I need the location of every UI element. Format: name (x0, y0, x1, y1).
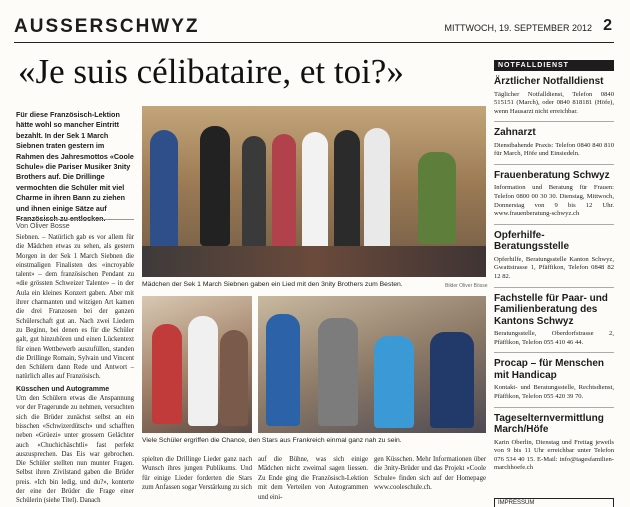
impressum-box: IMPRESSUM (494, 498, 614, 507)
sidebar-entry-title: Zahnarzt (494, 127, 536, 139)
figure-performer (318, 318, 358, 426)
photo-students (142, 296, 252, 433)
sidebar-entry-title: Ärztlicher Notfalldienst (494, 76, 604, 87)
divider (494, 352, 614, 353)
byline: Von Oliver Bosse (16, 219, 134, 230)
sidebar-entry-text: Täglicher Notfalldienst, Telefon 0840 515151 (March), oder 0840 818181 (Höfe), wenn Hausarzt nicht erreichbar. (494, 90, 614, 115)
figure-performer (188, 316, 218, 426)
figure-student (152, 324, 182, 424)
emergency-sidebar (494, 60, 614, 507)
photo-credit: Bilder Oliver Bösse (445, 283, 488, 289)
article-column: auf die Bühne, was sich einige Mädchen nicht zweimal sagen liessen. Zu Ende ging die Französisch-Lektion mit dem Verteilen von Autogrammen und eini- (258, 456, 368, 501)
figure-singer (200, 126, 230, 246)
photo-autographs (258, 296, 486, 433)
article-body (16, 233, 134, 506)
divider (494, 407, 614, 408)
sidebar-entry-text: Beratungsstelle, Oberdorfstrasse 2, Pfäffikon, Telefon 055 410 46 44. (494, 330, 614, 346)
masthead (14, 16, 614, 40)
divider (494, 287, 614, 288)
sidebar-entry-text: Dienstbahende Praxis: Telefon 0840 840 810 für March, Höfe und Einsiedeln. (494, 141, 614, 158)
sidebar-entry-title: Frauenberatung Schwyz (494, 169, 610, 181)
photo-caption-2: Viele Schüler ergriffen die Chance, den Stars aus Frankreich einmal ganz nah zu sein. (142, 437, 402, 444)
figure-girl (272, 134, 296, 249)
figure-student (220, 330, 248, 426)
photo-caption: Mädchen der Sek 1 March Siebnen gaben ein Lied mit den 3nity Brothers zum Besten. (142, 281, 403, 288)
sidebar-entry-title: Tageselternvermittlung March/Höfe (494, 412, 604, 435)
sidebar-header: NOTFALLDIENST (494, 60, 614, 71)
body-paragraph-2: Um den Schülern etwas die Anspannung vor der Fragerunde zu nehmen, versuchten sich die Brüder zunächst selbst an ein bisschen «Schwizerdütsch» und schafften neben «Grüezi» unter grossem Gelächter auch «Chuchichäschtli» fast perfekt auszusprechen. Das Eis war gebrochen. Die Schüler stellten nun munter Fragen. Selbst ihren Zivilstand gaben die Brüder preis. «Ich bin ledig, und du?», konterte der eine der Brüder die Frage einer Schülerin (siehe Titel). Danach (16, 395, 134, 505)
issue-date: MITTWOCH, 19. SEPTEMBER 2012 (444, 23, 592, 33)
sidebar-entry-text: Information und Beratung für Frauen: Telefon 0800 00 30 30. Dienstag, Mittwoch, Donnerstag von 9 bis 12 Uhr. www.frauenberatung-schwyz.ch (494, 184, 614, 218)
divider (494, 164, 614, 165)
body-paragraph: Siebnen. – Natürlich gab es vor allem für die Mädchen etwas zu sehen, als gestern Morgen in der Sek 1 March Siebnen die einstmaligen Finalisten des «incroyable talent» – dem französischen Pendant zu «die grössten Schweizer Talente» – in der Aula ein kleines Konzert gaben. Aber mit ihrer charmanten und witzigen Art kamen die drei Franzosen bei der ganzen Schülerschaft gut an. Nach zwei Liedern zu Beginn, bei denen es für die Schüler galt, gut hinzuhören und einen Lückentext für einen Wettbewerb auszufüllen, standen die Drillinge Romain, Sylvain und Vincent den Schülern dann Rede und Antwort – natürlich alles auf Französisch. (16, 234, 134, 381)
sidebar-entry-text: Kontakt- und Beratungsstelle, Rechtsdienst, Pfäffikon, Telefon 055 420 39 70. (494, 384, 614, 400)
sidebar-entry-text: Opferhilfe, Beratungsstelle Kanton Schwyz, Gwattstrasse 1, Pfäffikon, Telefon 0848 82 12 82. (494, 255, 614, 281)
sidebar-entry-title: Fachstelle für Paar- und Familienberatung des Kantons Schwyz (494, 292, 608, 327)
subhead: Küsschen und Autogramme (16, 385, 110, 393)
article-column: spielten die Drillinge Lieder ganz nach Wunsch ihres jungen Publikums. Und für einige Lieder forderten die Stars zum Anfassen sogar Verstärkung zu sich (142, 456, 252, 492)
sidebar-entry-title: Procap – für Menschen mit Handicap (494, 358, 605, 381)
lead-paragraph: Für diese Französisch-Lektion hätte wohl so mancher Eintritt bezahlt. In der Sek 1 March Siebnen traten gestern im Rahmen des Jahresmottos «Coole Schule» die Pariser Musiker 3nity Brothers auf. Die Drillinge vermochten die Schüler mit viel Charme in ihren Bann zu ziehen und ihnen einige Sätze auf Französisch zu entlocken. (16, 110, 134, 224)
figure-keyboardist (418, 152, 456, 244)
figure-performer (374, 336, 414, 428)
sidebar-entry-title: Opferhilfe-Beratungsstelle (494, 229, 570, 253)
article-column: gen Küsschen. Mehr Informationen über die 3nity-Brüder und das Projekt «Coole Schule» finden sich auf der Homepage www.cooleschule.ch. (374, 456, 486, 492)
figure-performer (430, 332, 474, 428)
masthead-rule (14, 42, 614, 43)
audience (142, 246, 486, 277)
figure-girl (364, 128, 390, 250)
sidebar-entry-text: Karin Oberlin, Dienstag und Freitag jeweils von 9 bis 11 Uhr erreichbar unter Telefon 076 534 40 15. E-Mail: info@tagesfamilien-marchhoefe.ch (494, 438, 614, 472)
section-title: AUSSERSCHWYZ (14, 16, 200, 37)
figure-girl (242, 136, 266, 248)
headline: «Je suis célibataire, et toi?» (18, 52, 404, 91)
figure-girl (334, 130, 360, 250)
photo-singing-girls (142, 106, 486, 277)
page-number: 2 (603, 17, 612, 34)
divider (494, 121, 614, 122)
figure-guitarist (150, 130, 178, 250)
divider (494, 224, 614, 225)
figure-girl (266, 314, 300, 426)
figure-girl (302, 132, 328, 250)
